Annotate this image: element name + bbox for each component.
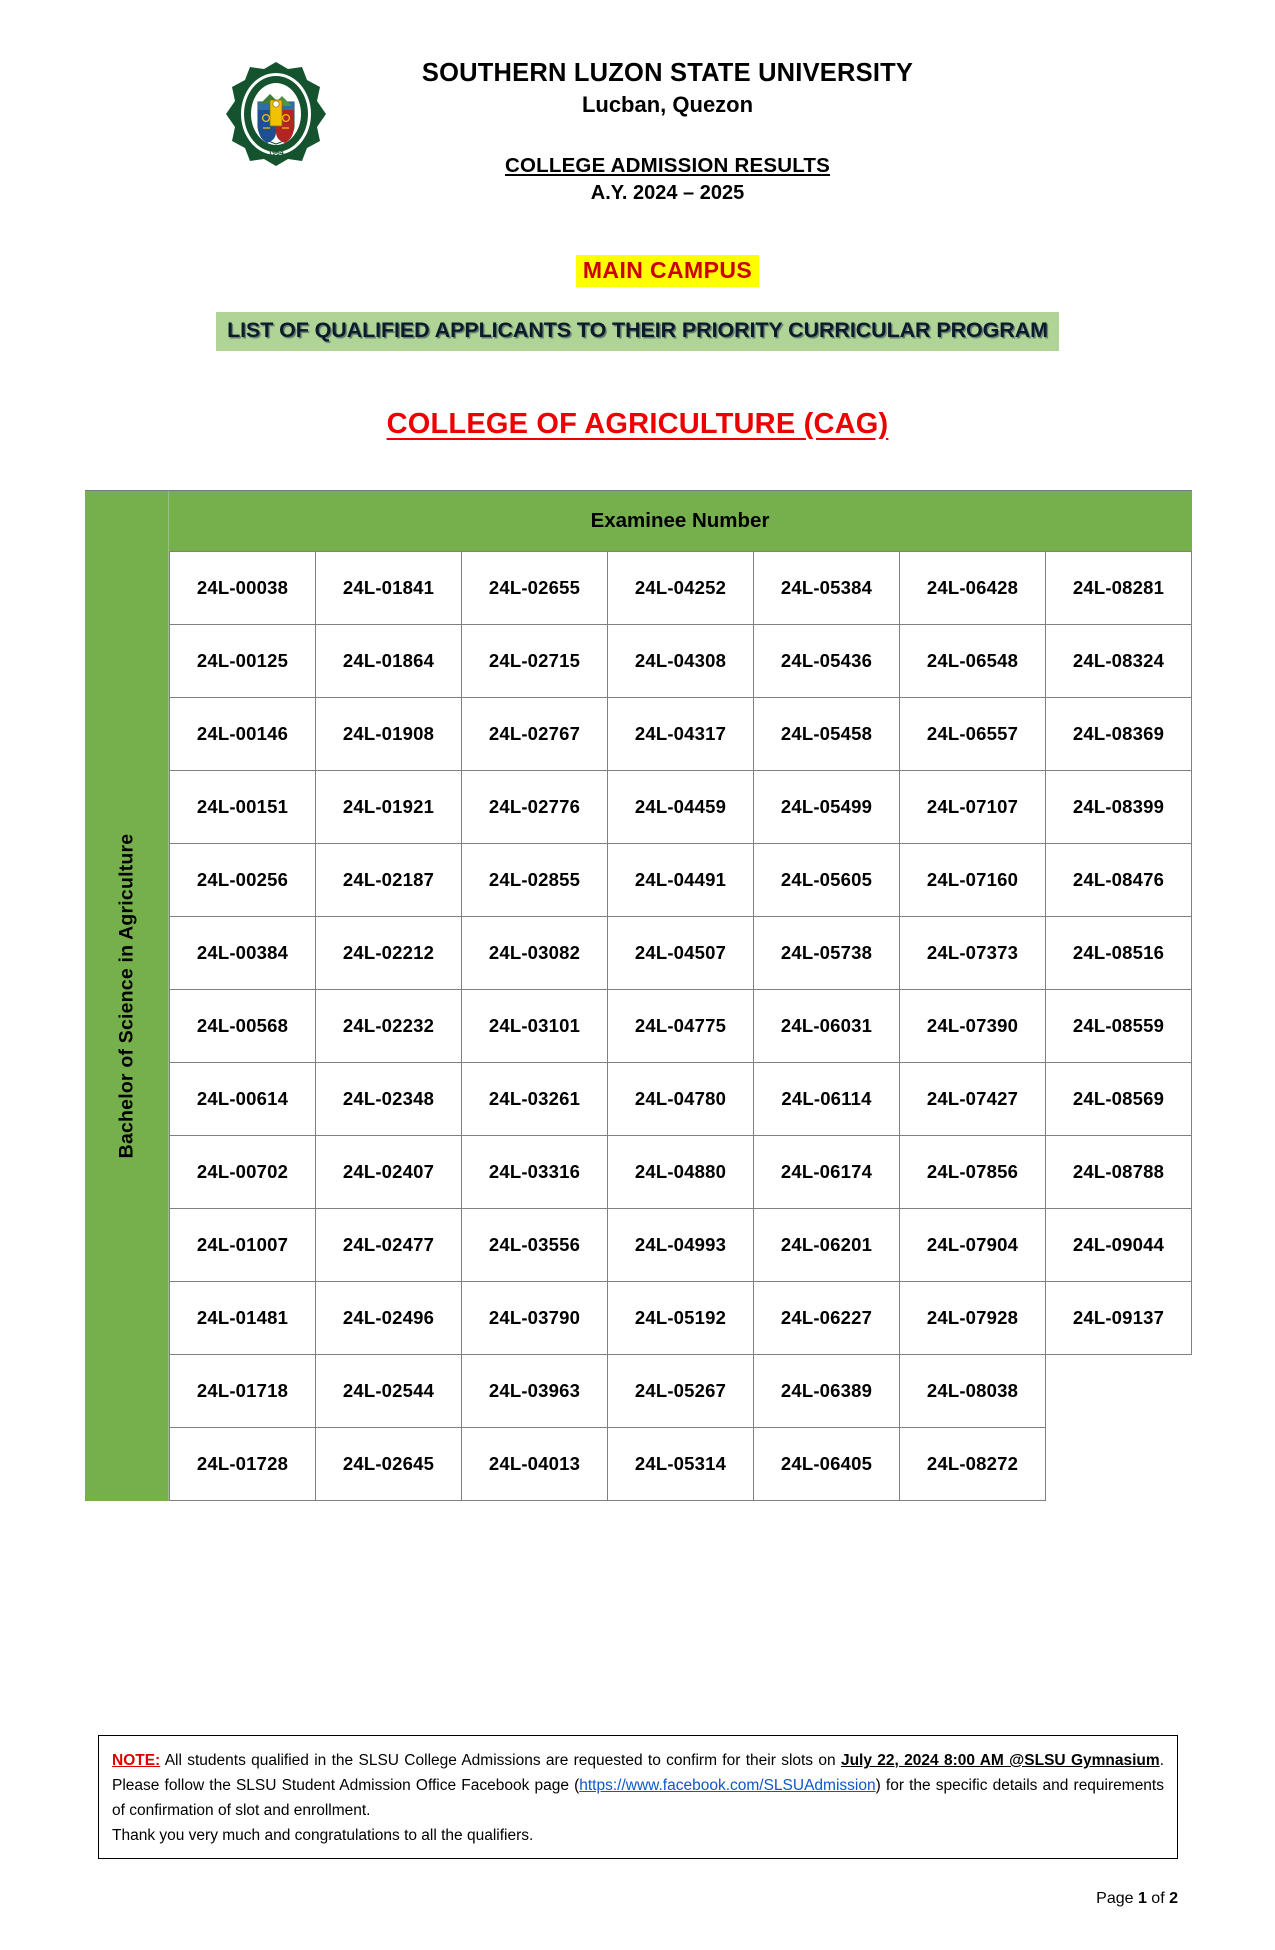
page-prefix: Page bbox=[1096, 1890, 1138, 1907]
results-table-block bbox=[85, 490, 1192, 1501]
examinee-number-cell: 24L-01007 bbox=[170, 1209, 316, 1282]
examinee-number-cell: 24L-07160 bbox=[900, 844, 1046, 917]
table-row bbox=[170, 917, 1192, 990]
examinee-number-cell: 24L-00384 bbox=[170, 917, 316, 990]
examinee-number-cell: 24L-04775 bbox=[608, 990, 754, 1063]
academic-year: A.Y. 2024 – 2025 bbox=[590, 182, 745, 205]
university-location: Lucban, Quezon bbox=[581, 92, 754, 118]
examinee-number-cell: 24L-03963 bbox=[462, 1355, 608, 1428]
examinee-number-cell: 24L-03316 bbox=[462, 1136, 608, 1209]
examinee-number-cell: 24L-03101 bbox=[462, 990, 608, 1063]
facebook-page-link[interactable]: https://www.facebook.com/SLSUAdmission bbox=[579, 1777, 876, 1795]
examinee-number-cell: 24L-04459 bbox=[608, 771, 754, 844]
examinee-number-cell: 24L-00614 bbox=[170, 1063, 316, 1136]
campus-row bbox=[0, 255, 1275, 287]
examinee-number-cell: 24L-05738 bbox=[754, 917, 900, 990]
examinee-number-cell: 24L-05605 bbox=[754, 844, 900, 917]
examinee-number-cell: 24L-08399 bbox=[1046, 771, 1192, 844]
examinee-number-cell: 24L-01921 bbox=[316, 771, 462, 844]
examinee-number-cell: 24L-06428 bbox=[900, 552, 1046, 625]
examinee-number-cell: 24L-08038 bbox=[900, 1355, 1046, 1428]
examinee-number-cell: 24L-04252 bbox=[608, 552, 754, 625]
examinee-number-cell: 24L-08369 bbox=[1046, 698, 1192, 771]
examinee-number-cell: 24L-05436 bbox=[754, 625, 900, 698]
examinee-number-table bbox=[169, 551, 1192, 1501]
college-title: COLLEGE OF AGRICULTURE (CAG) bbox=[386, 408, 889, 440]
examinee-number-cell: 24L-00125 bbox=[170, 625, 316, 698]
examinee-number-cell: 24L-04317 bbox=[608, 698, 754, 771]
examinee-number-cell: 24L-09137 bbox=[1046, 1282, 1192, 1355]
examinee-number-cell: 24L-06405 bbox=[754, 1428, 900, 1501]
results-title: COLLEGE ADMISSION RESULTS bbox=[504, 154, 831, 178]
examinee-number-cell: 24L-04013 bbox=[462, 1428, 608, 1501]
examinee-number-cell: 24L-07904 bbox=[900, 1209, 1046, 1282]
examinee-number-cell: 24L-04308 bbox=[608, 625, 754, 698]
examinee-number-cell: 24L-08476 bbox=[1046, 844, 1192, 917]
examinee-number-cell: 24L-02232 bbox=[316, 990, 462, 1063]
examinee-number-cell: 24L-07107 bbox=[900, 771, 1046, 844]
examinee-number-cell: 24L-05192 bbox=[608, 1282, 754, 1355]
examinee-number-cell: 24L-06174 bbox=[754, 1136, 900, 1209]
examinee-number-cell: 24L-02645 bbox=[316, 1428, 462, 1501]
examinee-number-cell: 24L-01864 bbox=[316, 625, 462, 698]
examinee-number-cell: 24L-04993 bbox=[608, 1209, 754, 1282]
table-row bbox=[170, 1209, 1192, 1282]
examinee-number-cell: 24L-07856 bbox=[900, 1136, 1046, 1209]
slsu-seal-icon bbox=[222, 60, 330, 168]
note-text-1: All students qualified in the SLSU College Admissions are requested to confirm for their slots on bbox=[164, 1752, 841, 1769]
examinee-number-cell: 24L-00256 bbox=[170, 844, 316, 917]
program-name-column bbox=[85, 491, 169, 1501]
examinee-number-cell: 24L-00151 bbox=[170, 771, 316, 844]
examinee-number-cell: 24L-08281 bbox=[1046, 552, 1192, 625]
college-row bbox=[0, 408, 1275, 441]
table-row bbox=[170, 698, 1192, 771]
empty-cell bbox=[1046, 1355, 1192, 1428]
note-date-emphasis: July 22, 2024 8:00 AM @SLSU Gymnasium bbox=[840, 1752, 1160, 1769]
examinee-number-cell: 24L-02407 bbox=[316, 1136, 462, 1209]
note-text-2: . Please follow the SLSU Student Admission Office Facebook page ( bbox=[112, 1752, 1164, 1795]
examinee-number-cell: 24L-03556 bbox=[462, 1209, 608, 1282]
examinee-number-cell: 24L-07373 bbox=[900, 917, 1046, 990]
examinee-number-cell: 24L-07928 bbox=[900, 1282, 1046, 1355]
table-row bbox=[170, 844, 1192, 917]
table-row bbox=[170, 1428, 1192, 1501]
total-page-number: 2 bbox=[1169, 1890, 1178, 1907]
examinee-number-cell: 24L-09044 bbox=[1046, 1209, 1192, 1282]
examinee-number-cell: 24L-08324 bbox=[1046, 625, 1192, 698]
examinee-number-cell: 24L-05267 bbox=[608, 1355, 754, 1428]
examinee-number-cell: 24L-04491 bbox=[608, 844, 754, 917]
examinee-number-cell: 24L-00038 bbox=[170, 552, 316, 625]
examinee-number-cell: 24L-04507 bbox=[608, 917, 754, 990]
examinee-number-cell: 24L-08272 bbox=[900, 1428, 1046, 1501]
table-row bbox=[170, 771, 1192, 844]
examinee-number-cell: 24L-05458 bbox=[754, 698, 900, 771]
examinee-number-cell: 24L-05499 bbox=[754, 771, 900, 844]
examinee-number-cell: 24L-01728 bbox=[170, 1428, 316, 1501]
examinee-number-cell: 24L-03082 bbox=[462, 917, 608, 990]
note-thanks: Thank you very much and congratulations to all the qualifiers. bbox=[112, 1827, 534, 1845]
examinee-number-cell: 24L-05314 bbox=[608, 1428, 754, 1501]
examinee-number-cell: 24L-01908 bbox=[316, 698, 462, 771]
examinee-number-cell: 24L-02715 bbox=[462, 625, 608, 698]
examinee-number-cell: 24L-01841 bbox=[316, 552, 462, 625]
examinee-number-cell: 24L-01481 bbox=[170, 1282, 316, 1355]
note-box bbox=[98, 1735, 1178, 1859]
examinee-number-cell: 24L-06557 bbox=[900, 698, 1046, 771]
examinee-number-cell: 24L-06227 bbox=[754, 1282, 900, 1355]
page-footer bbox=[0, 1890, 1178, 1908]
qualified-applicants-banner: LIST OF QUALIFIED APPLICANTS TO THEIR PRIORITY CURRICULAR PROGRAM bbox=[216, 312, 1059, 351]
examinee-number-cell: 24L-02544 bbox=[316, 1355, 462, 1428]
examinee-number-cell: 24L-01718 bbox=[170, 1355, 316, 1428]
examinee-number-cell: 24L-07427 bbox=[900, 1063, 1046, 1136]
examinee-number-cell: 24L-00702 bbox=[170, 1136, 316, 1209]
empty-cell bbox=[1046, 1428, 1192, 1501]
examinee-grid bbox=[169, 491, 1192, 1501]
current-page-number: 1 bbox=[1137, 1890, 1147, 1907]
examinee-number-cell: 24L-03790 bbox=[462, 1282, 608, 1355]
svg-text:1964: 1964 bbox=[268, 150, 284, 157]
examinee-number-cell: 24L-02496 bbox=[316, 1282, 462, 1355]
table-row bbox=[170, 625, 1192, 698]
examinee-number-cell: 24L-06031 bbox=[754, 990, 900, 1063]
examinee-number-cell: 24L-00568 bbox=[170, 990, 316, 1063]
examinee-number-cell: 24L-02767 bbox=[462, 698, 608, 771]
examinee-number-header: Examinee Number bbox=[169, 491, 1192, 551]
note-label: NOTE: bbox=[112, 1752, 161, 1769]
examinee-number-cell: 24L-06389 bbox=[754, 1355, 900, 1428]
examinee-number-cell: 24L-08516 bbox=[1046, 917, 1192, 990]
table-row bbox=[170, 1063, 1192, 1136]
examinee-number-cell: 24L-07390 bbox=[900, 990, 1046, 1063]
examinee-number-cell: 24L-02212 bbox=[316, 917, 462, 990]
examinee-number-cell: 24L-03261 bbox=[462, 1063, 608, 1136]
banner-row bbox=[0, 312, 1275, 351]
page-of: of bbox=[1146, 1890, 1170, 1907]
examinee-number-cell: 24L-08559 bbox=[1046, 990, 1192, 1063]
examinee-number-cell: 24L-02855 bbox=[462, 844, 608, 917]
table-row bbox=[170, 1136, 1192, 1209]
examinee-number-cell: 24L-02187 bbox=[316, 844, 462, 917]
examinee-number-cell: 24L-06114 bbox=[754, 1063, 900, 1136]
examinee-number-cell: 24L-08569 bbox=[1046, 1063, 1192, 1136]
document-header bbox=[0, 58, 1275, 205]
table-row bbox=[170, 1282, 1192, 1355]
examinee-number-cell: 24L-08788 bbox=[1046, 1136, 1192, 1209]
examinee-number-cell: 24L-06201 bbox=[754, 1209, 900, 1282]
examinee-number-cell: 24L-06548 bbox=[900, 625, 1046, 698]
table-row bbox=[170, 990, 1192, 1063]
table-row bbox=[170, 552, 1192, 625]
examinee-number-cell: 24L-02776 bbox=[462, 771, 608, 844]
campus-badge: MAIN CAMPUS bbox=[576, 255, 759, 287]
note-text-3: ) for the specific details and requirements of confirmation of slot and enrollment. bbox=[112, 1777, 1164, 1820]
examinee-table-body bbox=[170, 552, 1192, 1501]
university-name: SOUTHERN LUZON STATE UNIVERSITY bbox=[421, 59, 914, 87]
examinee-number-cell: 24L-02477 bbox=[316, 1209, 462, 1282]
program-name-label: Bachelor of Science in Agriculture bbox=[115, 833, 138, 1158]
examinee-number-cell: 24L-02348 bbox=[316, 1063, 462, 1136]
note-paragraph bbox=[112, 1748, 1164, 1823]
examinee-number-cell: 24L-02655 bbox=[462, 552, 608, 625]
examinee-number-cell: 24L-04880 bbox=[608, 1136, 754, 1209]
examinee-number-cell: 24L-00146 bbox=[170, 698, 316, 771]
table-row bbox=[170, 1355, 1192, 1428]
examinee-number-cell: 24L-04780 bbox=[608, 1063, 754, 1136]
examinee-number-cell: 24L-05384 bbox=[754, 552, 900, 625]
